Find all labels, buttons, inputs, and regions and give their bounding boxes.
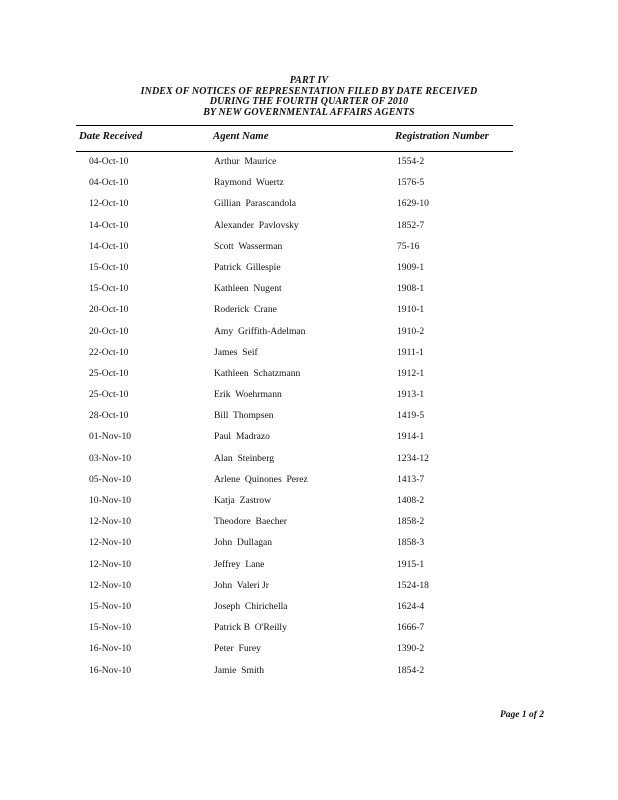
registration-number-cell: 1909-1 (397, 261, 425, 273)
date-received-cell: 16-Nov-10 (89, 664, 132, 676)
table-row (0, 389, 618, 410)
date-received-cell: 04-Oct-10 (89, 156, 129, 167)
agents-subtitle: BY NEW GOVERNMENTAL AFFAIRS AGENTS (203, 106, 415, 118)
date-received-cell: 15-Nov-10 (89, 600, 132, 612)
agent-name-cell: Jeffrey Lane (214, 558, 265, 570)
registration-number-cell: 75-16 (397, 240, 420, 252)
table-body (0, 156, 618, 686)
quarter-subtitle: DURING THE FOURTH QUARTER OF 2010 (209, 96, 409, 108)
agent-name-cell: John Valeri Jr (214, 579, 269, 591)
registration-number-cell: 1908-1 (397, 283, 425, 295)
date-received-cell: 25-Oct-10 (89, 389, 129, 401)
table-row (0, 304, 618, 325)
registration-number-cell: 1629-10 (397, 198, 429, 210)
table-row (0, 559, 618, 580)
agent-name-cell: James Seif (214, 346, 258, 358)
date-received-cell: 16-Nov-10 (89, 643, 132, 655)
registration-number-cell: 1852-7 (397, 219, 425, 231)
date-received-cell: 28-Oct-10 (89, 410, 129, 422)
agent-name-cell: Gillian Parascandola (214, 198, 297, 210)
date-received-cell: 20-Oct-10 (89, 325, 129, 337)
date-received-cell: 12-Nov-10 (89, 516, 132, 528)
agent-name-cell: Patrick Gillespie (214, 261, 281, 273)
registration-number-cell: 1419-5 (397, 410, 425, 422)
agent-name-cell: Bill Thompsen (214, 410, 274, 422)
agent-name-cell: Scott Wasserman (214, 240, 283, 252)
registration-number-cell: 1624-4 (397, 600, 425, 612)
table-row (0, 410, 618, 431)
registration-number-cell: 1911-1 (397, 346, 424, 358)
registration-number-cell: 1910-1 (397, 304, 425, 316)
date-received-cell: 15-Oct-10 (89, 261, 129, 273)
registration-number-cell: 1413-7 (397, 473, 425, 485)
registration-number-cell: 1913-1 (397, 389, 425, 401)
table-row (0, 347, 618, 368)
table-row (0, 537, 618, 558)
index-title: INDEX OF NOTICES OF REPRESENTATION FILED BY DATE RECEIVED (140, 85, 478, 97)
date-received-cell: 12-Nov-10 (89, 537, 132, 549)
date-received-cell: 14-Oct-10 (89, 219, 129, 231)
agent-name-cell: Alexander Pavlovsky (214, 219, 299, 231)
date-received-cell: 03-Nov-10 (89, 452, 132, 464)
header-bottom-rule (76, 151, 513, 152)
agent-name-cell: Arlene Quinones Perez (214, 473, 308, 485)
table-row (0, 580, 618, 601)
agent-name-cell: Kathleen Schatzmann (214, 367, 301, 379)
date-received-cell: 01-Nov-10 (89, 431, 132, 443)
table-row (0, 601, 618, 622)
table-row (0, 453, 618, 474)
agent-name-cell: Theodore Baecher (214, 516, 287, 528)
date-received-cell: 04-Oct-10 (89, 177, 129, 189)
table-row (0, 495, 618, 516)
table-row (0, 220, 618, 241)
registration-number-cell: 1234-12 (397, 452, 429, 464)
table-row (0, 326, 618, 347)
table-row (0, 665, 618, 686)
date-received-cell: 05-Nov-10 (89, 473, 132, 485)
table-row (0, 198, 618, 219)
registration-number-cell: 1408-2 (397, 495, 425, 506)
registration-number-cell: 1912-1 (397, 367, 425, 379)
table-row (0, 262, 618, 283)
agent-name-cell: Roderick Crane (214, 304, 277, 316)
agent-name-cell: Patrick B O'Reilly (214, 622, 287, 634)
table-row (0, 516, 618, 537)
agent-name-cell: Raymond Wuertz (214, 177, 284, 189)
table-row (0, 241, 618, 262)
table-row (0, 474, 618, 495)
date-received-cell: 14-Oct-10 (89, 240, 129, 252)
document-header (0, 76, 618, 118)
agent-name-cell: Arthur Maurice (214, 156, 277, 167)
table-row (0, 431, 618, 452)
date-received-cell: 15-Nov-10 (89, 622, 132, 634)
date-received-cell: 10-Nov-10 (89, 495, 132, 506)
date-received-cell: 25-Oct-10 (89, 367, 129, 379)
registration-number-cell: 1854-2 (397, 664, 425, 676)
page-number: Page 1 of 2 (500, 710, 545, 720)
table-row (0, 643, 618, 664)
registration-number-cell: 1576-5 (397, 177, 425, 189)
date-received-cell: 12-Nov-10 (89, 558, 132, 570)
agent-name-cell: Kathleen Nugent (214, 283, 282, 295)
table-row (0, 177, 618, 198)
column-header-date: Date Received (79, 130, 143, 142)
agent-name-cell: Peter Furey (214, 643, 261, 655)
registration-number-cell: 1666-7 (397, 622, 425, 634)
table-row (0, 283, 618, 304)
column-header-agent: Agent Name (213, 130, 269, 142)
column-header-registration: Registration Number (395, 130, 489, 142)
agent-name-cell: Joseph Chirichella (214, 600, 288, 612)
agent-name-cell: Amy Griffith-Adelman (214, 325, 306, 337)
agent-name-cell: Erik Woehrmann (214, 389, 282, 401)
registration-number-cell: 1554-2 (397, 156, 425, 167)
registration-number-cell: 1524-18 (397, 579, 429, 591)
agent-name-cell: John Dullagan (214, 537, 273, 549)
agent-name-cell: Jamie Smith (214, 664, 265, 676)
date-received-cell: 12-Nov-10 (89, 579, 132, 591)
registration-number-cell: 1915-1 (397, 558, 425, 570)
part-title: PART IV (289, 75, 329, 86)
registration-number-cell: 1390-2 (397, 643, 425, 655)
registration-number-cell: 1910-2 (397, 325, 425, 337)
table-row (0, 622, 618, 643)
agent-name-cell: Alan Steinberg (214, 452, 275, 464)
table-row (0, 156, 618, 177)
registration-number-cell: 1914-1 (397, 431, 425, 443)
agent-name-cell: Paul Madrazo (214, 431, 270, 443)
date-received-cell: 22-Oct-10 (89, 346, 129, 358)
date-received-cell: 12-Oct-10 (89, 198, 129, 210)
registration-number-cell: 1858-2 (397, 516, 425, 528)
registration-number-cell: 1858-3 (397, 537, 425, 549)
date-received-cell: 15-Oct-10 (89, 283, 129, 295)
header-top-rule (76, 125, 513, 126)
date-received-cell: 20-Oct-10 (89, 304, 129, 316)
agent-name-cell: Katja Zastrow (214, 495, 272, 506)
table-row (0, 368, 618, 389)
